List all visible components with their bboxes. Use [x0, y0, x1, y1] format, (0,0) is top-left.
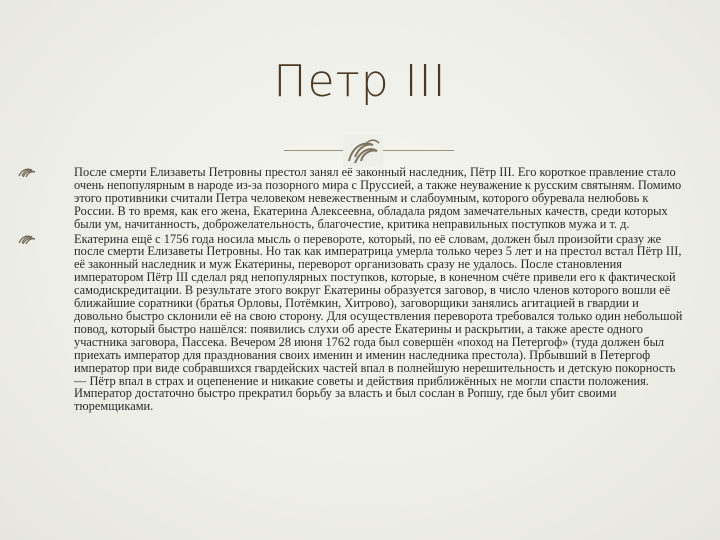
bullet-item: [54, 233, 684, 414]
bullet-text: Екатерина ещё с 1756 года носила мысль о перевороте, который, по её словам, должен был произойти сразу же после смерти Елизаветы Петровны. Но так как императрица умерла только через 5 лет и на престол встал Пётр III, её законный наследник и муж Екатерины, переворот организовать сразу не удалось. После становления императором Пётр III сделал ряд непопулярных поступков, которые, в конечном счёте привели его к фактической самодискредитации. В результате этого вокруг Екатерины образуется заговор, в число членов которого вошли её ближайшие соратники (братья Орловы, Потёмкин, Хитрово), заговорщики занялись агитацией в гвардии и довольно быстро склонили её на свою сторону. Для осуществления переворота требовался только один небольшой повод, который быстро нашёлся: появились слухи об аресте Екатерины и раскрытии, а также аресте одного участника заговора, Пассека. Вечером 28 июня 1762 года был совершён «поход на Петергоф» (туда должен был приехать император для празднования своих именин и именин наследника престола). Прбывший в Петергоф император при виде собравшихся гвардейских частей впал в полнейшую нерешительность и детскую покорность — Пётр впал в страх и оцепенение и никакие советы и действия приближённых не могли спасти положения. Император достаточно быстро прекратил борьбу за власть и был сослан в Ропшу, где был убит своими тюремщиками.: [74, 231, 683, 414]
slide-body: [54, 166, 684, 413]
flourish-ornament-icon: [343, 135, 383, 167]
ornamental-bullet-icon: [18, 167, 36, 178]
bullet-text: После смерти Елизаветы Петровны престол занял её законный наследник, Пётр III. Его короткое правление стало очень непопулярным в народе из-за позорного мира с Пруссией, а также неуважение к русским святыням. Помимо этого противники считали Петра человеком невежественным и слабоумным, которого обуревала нелюбовь к России. В то время, как его жена, Екатерина Алексеевна, обладала рядом замечательных качеств, среди которых были ум, начитанность, доброжелательность, благочестие, критика неправильных поступков мужа и т. д.: [74, 165, 682, 231]
slide-title: Петр III: [273, 56, 447, 107]
ornamental-bullet-icon: [18, 234, 36, 245]
bullet-item: [54, 166, 684, 231]
